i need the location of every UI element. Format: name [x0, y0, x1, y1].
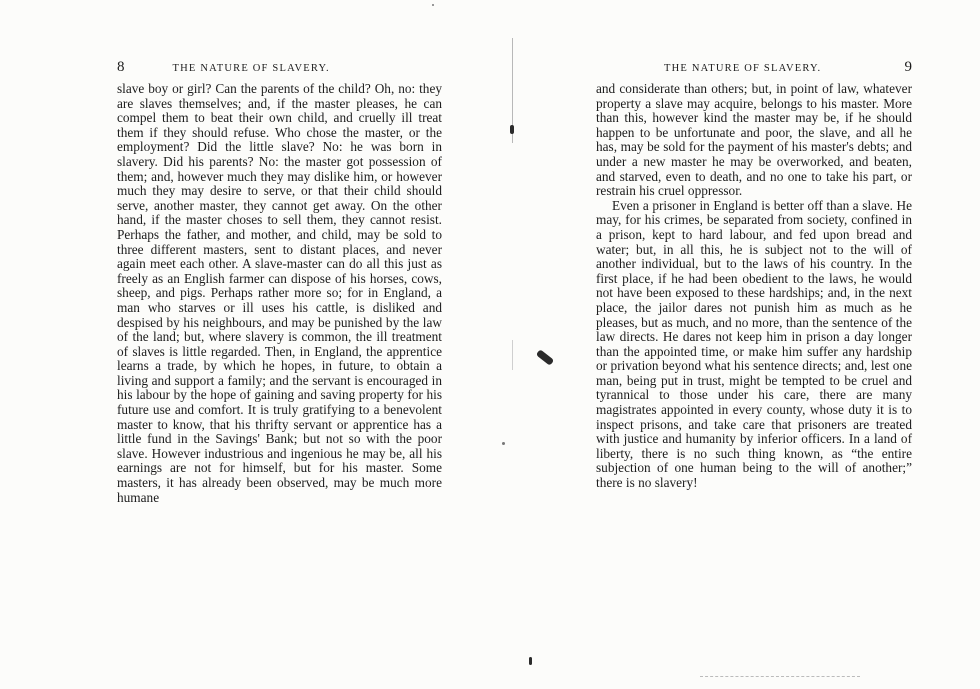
ink-blot: [536, 349, 554, 366]
right-paragraph-1: and considerate than others; but, in point of law, whatever property a slave may acquire, belongs to his master. More than this, however kind the master may be, if he should happen to be unfortunate and poor, the slave, and all he has, may be sold for the payment of his master's debts; and under a new master he may be overworked, and beaten, and starved, even to death, and no one to take his part, or restrain his cruel oppressor.: [596, 81, 912, 199]
left-body-text: [117, 82, 442, 505]
right-body-text: [596, 82, 912, 491]
left-paragraph: slave boy or girl? Can the parents of the child? Oh, no: they are slaves themselves; and, if the master pleases, he can compel them to beat their own child, and cruelly ill treat them if they should refuse. Who chose the master, or the employment? Did the little slave? No: he was born in slavery. Did his parents? No: the master got possession of them; and, however much they may dislike him, or however much they may desire to serve, or that their child should serve, another master, they cannot get away. On the other hand, if the master choses to sell them, they cannot resist. Perhaps the father, and mother, and child, may be sold to three different masters, sent to distant places, and never again meet each other. A slave-master can do all this just as freely as an English farmer can dispose of his horses, cows, sheep, and pigs. Perhaps rather more so; for in England, a man who starves or ill uses his cattle, is disliked and despised by his neighbours, and may be punished by the law of the land; but, where slavery is common, the ill treatment of slaves is little regarded. Then, in England, the apprentice learns a trade, by which he hopes, in future, to obtain a living and support a family; and the servant is encouraged in his labour by the hope of gaining and saving property for his future use and comfort. It is truly gratifying to a benevolent master to know, that his thrifty servant or apprentice has a little fund in the Savings' Bank; but not so with the poor slave. However industrious and ingenious he may be, all his earnings are not for himself, but for his master. Some masters, it has already been observed, may be much more humane: [117, 81, 442, 505]
gutter-line-lower: [512, 340, 513, 370]
right-running-head-title: THE NATURE OF SLAVERY.: [664, 63, 822, 74]
right-page-number: 9: [904, 59, 912, 75]
left-running-head: [117, 60, 442, 80]
left-page-number: 8: [117, 59, 125, 75]
right-page: [596, 60, 912, 491]
right-paragraph-2: Even a prisoner in England is better off than a slave. He may, for his crimes, be separated from society, confined in a prison, kept to hard labour, and fed upon bread and water; but, in all this, he is subject not to the will of another individual, but to the laws of his country. In the first place, if he had been obedient to the laws, he would not have been exposed to these hardships; and, in the next place, the jailor dares not punish him as much as he pleases, but as much, and no more, than the sentence of the law directs. He dares not keep him in prison a day longer than the appointed time, or make him suffer any hardship or privation beyond what his sentence directs; and, lest one man, being put in trust, might be tempted to be cruel and tyrannical to those under his care, there are many magistrates appointed in every county, whose duty it is to inspect prisons, and take care that prisoners are treated with justice and humanity by inferior officers. In a land of liberty, there is no such thing known, as “the entire subjection of one human being to the will of another;” there is no slavery!: [596, 197, 912, 491]
left-running-head-title: THE NATURE OF SLAVERY.: [172, 63, 330, 74]
ink-dot: [432, 4, 434, 6]
left-page: [117, 60, 442, 505]
scan-artifact: [700, 676, 860, 678]
ink-dot: [502, 442, 505, 445]
ink-speck: [510, 125, 514, 134]
ink-speck: [529, 657, 532, 665]
right-running-head: [596, 60, 912, 80]
